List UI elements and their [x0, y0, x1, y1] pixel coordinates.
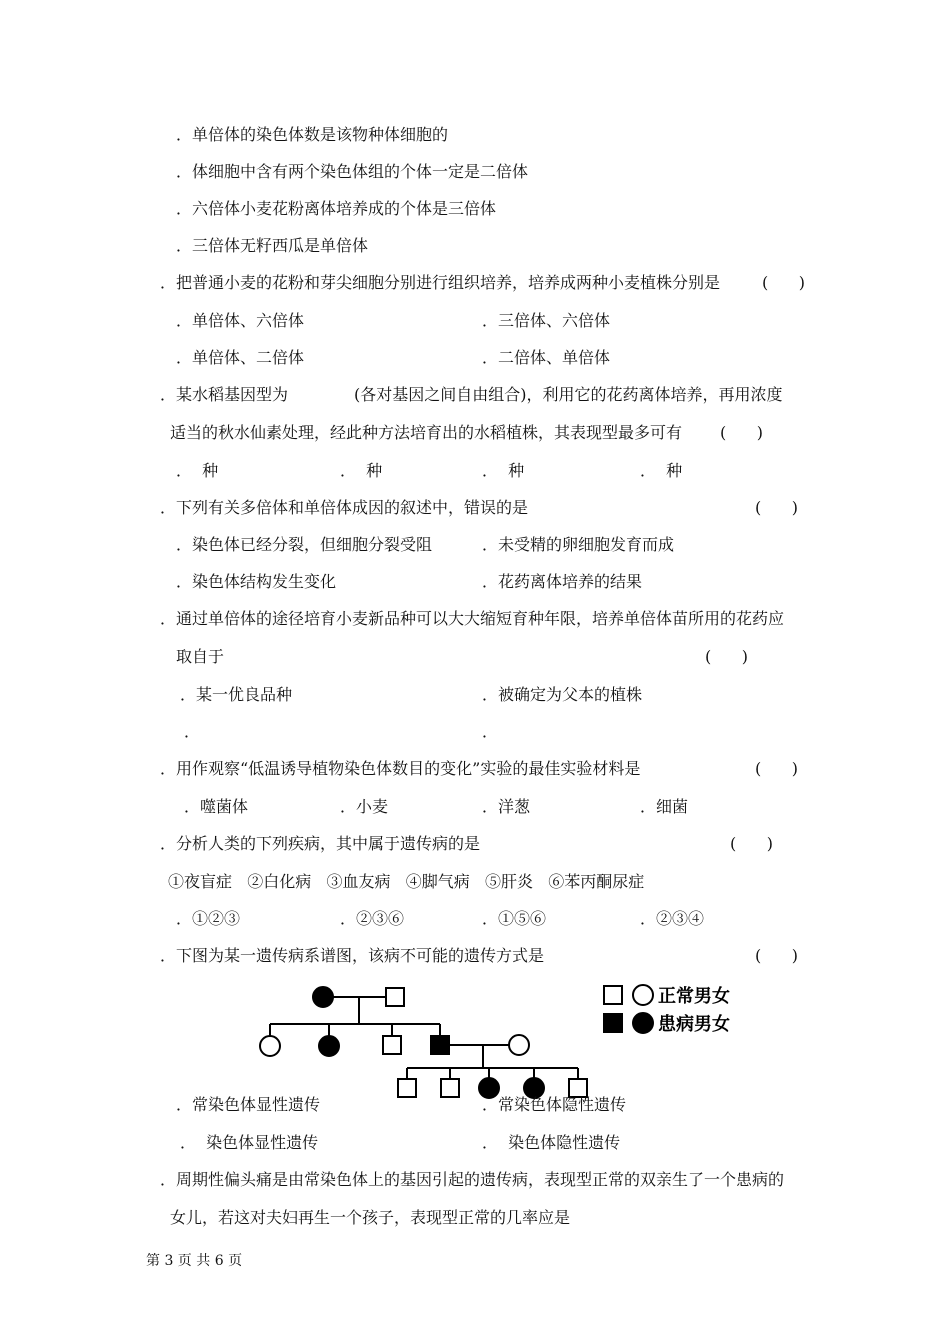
legend-normal-label: 正常男女: [658, 986, 730, 1007]
question-line: 适当的秋水仙素处理，经此种方法培育出的水稻植株，其表现型最多可有: [170, 423, 683, 442]
option-line: ．噬菌体: [184, 797, 249, 816]
option-line: ．被确定为父本的植株: [482, 685, 643, 704]
question-line: ．周期性偏头痛是由常染色体上的基因引起的遗传病，表现型正常的双亲生了一个患病的: [160, 1170, 785, 1189]
answer-paren: ( ): [755, 759, 798, 778]
option-line: ．单倍体、二倍体: [176, 348, 305, 367]
answer-paren: ( ): [762, 273, 805, 292]
affected-female-symbol: [313, 987, 333, 1007]
answer-paren: ( ): [755, 498, 798, 517]
option-line: ．常染色体隐性遗传: [482, 1095, 627, 1114]
option-line: ．①⑤⑥: [482, 909, 547, 928]
option-line: ． 染色体显性遗传: [180, 1133, 319, 1152]
normal-female-symbol: [260, 1036, 280, 1056]
question-line: ．某水稻基因型为: [160, 385, 289, 404]
option-line: ． 种: [176, 461, 219, 480]
answer-paren: ( ): [705, 647, 748, 666]
option-line: ．: [482, 722, 499, 741]
option-line: ．细菌: [640, 797, 689, 816]
option-line: ．染色体结构发生变化: [176, 572, 337, 591]
option-line: ．单倍体的染色体数是该物种体细胞的: [176, 125, 449, 144]
option-line: ．①②③: [176, 909, 241, 928]
normal-male-symbol: [383, 1036, 401, 1054]
affected-male-symbol: [431, 1036, 449, 1054]
option-line: ．②③⑥: [340, 909, 405, 928]
question-line: 女儿，若这对夫妇再生一个孩子，表现型正常的几率应是: [170, 1208, 571, 1227]
answer-paren: ( ): [755, 946, 798, 965]
option-line: ．未受精的卵细胞发育而成: [482, 535, 675, 554]
normal-male-symbol: [386, 988, 404, 1006]
answer-paren: ( ): [730, 834, 773, 853]
legend-affected-label: 患病男女: [658, 1014, 730, 1035]
option-line: ．单倍体、六倍体: [176, 311, 305, 330]
option-line: ．六倍体小麦花粉离体培养成的个体是三倍体: [176, 199, 497, 218]
normal-female-symbol: [509, 1035, 529, 1055]
option-line: ．三倍体、六倍体: [482, 311, 611, 330]
question-line: ．下图为某一遗传病系谱图，该病不可能的遗传方式是: [160, 946, 545, 965]
option-line: ．二倍体、单倍体: [482, 348, 611, 367]
option-line: ．洋葱: [482, 797, 531, 816]
legend-normal-female: [633, 985, 653, 1005]
option-line: ．三倍体无籽西瓜是单倍体: [176, 236, 369, 255]
option-line: ． 染色体隐性遗传: [482, 1133, 621, 1152]
disease-list: ①夜盲症 ②白化病 ③血友病 ④脚气病 ⑤肝炎 ⑥苯丙酮尿症: [168, 872, 645, 891]
question-line: 取自于: [176, 647, 225, 666]
answer-paren: ( ): [720, 423, 763, 442]
option-line: ．花药离体培养的结果: [482, 572, 643, 591]
option-line: ．体细胞中含有两个染色体组的个体一定是二倍体: [176, 162, 529, 181]
legend-normal-male: [604, 986, 622, 1004]
question-line: ．用作观察“低温诱导植物染色体数目的变化”实验的最佳实验材料是: [160, 759, 641, 778]
option-line: ．②③④: [640, 909, 705, 928]
option-line: ．: [184, 722, 201, 741]
page-footer: 第 3 页 共 6 页: [146, 1253, 243, 1269]
option-line: ．常染色体显性遗传: [176, 1095, 321, 1114]
option-line: ． 种: [340, 461, 383, 480]
option-line: ．某一优良品种: [180, 685, 293, 704]
option-line: ． 种: [640, 461, 683, 480]
normal-male-symbol: [398, 1079, 416, 1097]
option-line: ． 种: [482, 461, 525, 480]
affected-female-symbol: [319, 1036, 339, 1056]
question-line: ．把普通小麦的花粉和芽尖细胞分别进行组织培养，培养成两种小麦植株分别是: [160, 273, 721, 292]
question-line: ．分析人类的下列疾病，其中属于遗传病的是: [160, 834, 481, 853]
legend-affected-male: [604, 1014, 622, 1032]
question-line: ．下列有关多倍体和单倍体成因的叙述中，错误的是: [160, 498, 529, 517]
option-line: ．小麦: [340, 797, 389, 816]
normal-male-symbol: [441, 1079, 459, 1097]
legend-affected-female: [633, 1013, 653, 1033]
option-line: ．染色体已经分裂，但细胞分裂受阻: [176, 535, 433, 554]
question-line: (各对基因之间自由组合)，利用它的花药离体培养，再用浓度: [354, 385, 783, 404]
question-line: ．通过单倍体的途径培育小麦新品种可以大大缩短育种年限，培养单倍体苗所用的花药应: [160, 609, 785, 628]
